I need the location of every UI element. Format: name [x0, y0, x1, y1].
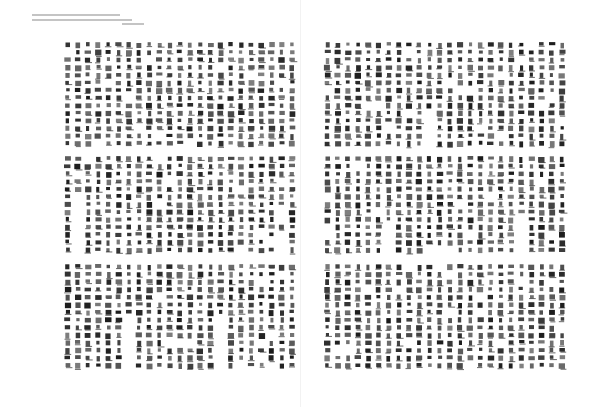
- page-right-column: [334, 43, 343, 147]
- page-right-column: [467, 265, 475, 360]
- page-right-column: [518, 264, 526, 368]
- page-right-column: [385, 156, 393, 220]
- page-left-column: [105, 156, 113, 252]
- page-right-column: [416, 156, 424, 253]
- page-left-column: [126, 265, 132, 314]
- page-right-column: [334, 157, 341, 255]
- page-right-column: [426, 265, 433, 367]
- page-left-column: [278, 265, 285, 369]
- page-left-column: [177, 156, 185, 252]
- page-right-column: [487, 157, 495, 253]
- page-right: [300, 0, 600, 407]
- page-right-column: [324, 42, 332, 146]
- page-right-column: [457, 42, 465, 147]
- page-left-column: [248, 157, 256, 252]
- page-right-column: [518, 43, 525, 147]
- page-right-column: [498, 265, 506, 370]
- page-left-column: [115, 156, 123, 254]
- page-right-column: [508, 43, 515, 147]
- page-left-column: [289, 43, 298, 147]
- page-right-column: [559, 43, 567, 146]
- page-right-column: [529, 157, 536, 253]
- page-left-column: [75, 43, 83, 148]
- page-left-column: [217, 265, 225, 314]
- page-right-column: [518, 157, 525, 213]
- page-left-column: [278, 42, 286, 144]
- page-left-column: [228, 42, 236, 145]
- page-right-column: [426, 43, 434, 109]
- page-right-column: [548, 42, 556, 148]
- page-right-column: [396, 156, 404, 252]
- page-right-column: [528, 265, 536, 369]
- page-right-column: [406, 272, 414, 369]
- page-right-column: [508, 156, 516, 252]
- page-right-column: [477, 42, 484, 144]
- page-left-column: [95, 264, 102, 367]
- page-right-column: [477, 265, 485, 368]
- page-left-column: [238, 157, 246, 245]
- page-left-column: [95, 157, 102, 251]
- page-left-column: [197, 43, 205, 148]
- page-left-column: [105, 265, 113, 369]
- page-right-column: [457, 264, 465, 370]
- page-left-column: [197, 264, 205, 370]
- page-left-column: [268, 265, 275, 362]
- page-left-column: [74, 157, 82, 192]
- page-right-column: [538, 264, 545, 366]
- page-left-column: [105, 42, 113, 146]
- page-left-column: [85, 164, 93, 253]
- page-left-column: [227, 157, 234, 253]
- page-left-column: [64, 264, 72, 368]
- page-right-column: [467, 42, 475, 145]
- page-right-column: [548, 156, 555, 251]
- page-left-column: [248, 264, 256, 366]
- page-left-column: [268, 157, 276, 252]
- page-right-column: [508, 265, 516, 369]
- page-right-column: [406, 157, 413, 255]
- page-right-column: [447, 264, 455, 369]
- page-right-column: [385, 265, 392, 368]
- page-right-column: [559, 265, 567, 370]
- page-right-column: [365, 43, 373, 147]
- page-left-column: [268, 42, 276, 147]
- page-left-column: [146, 42, 153, 146]
- page-left-column: [166, 157, 175, 251]
- page-right-column: [375, 264, 382, 368]
- page-right-column: [487, 42, 494, 145]
- page-left-column: [258, 264, 267, 368]
- page-right-column: [406, 43, 414, 149]
- page-right-column: [477, 156, 486, 253]
- page-left-column: [238, 264, 246, 360]
- page-right-column: [396, 42, 403, 146]
- page-right-column: [355, 157, 362, 253]
- page-left-column: [279, 156, 285, 230]
- page-right-column: [345, 43, 353, 147]
- page-left-column: [289, 156, 297, 254]
- page-right-column: [436, 43, 443, 147]
- page-right-column: [375, 43, 382, 146]
- page-left-column: [207, 265, 215, 370]
- page-left-column: [176, 265, 184, 370]
- page-left-column: [125, 42, 133, 146]
- page-left-column: [258, 157, 266, 254]
- page-left-column: [136, 43, 143, 145]
- page-left-column: [218, 157, 225, 252]
- page-left-column: [176, 42, 184, 144]
- page-left-column: [289, 265, 296, 368]
- page-right-column: [436, 157, 443, 245]
- page-left-column: [166, 43, 174, 146]
- page-right-column: [324, 264, 332, 368]
- page-left-column: [126, 156, 133, 254]
- page-right-column: [559, 157, 568, 252]
- page-right-column: [385, 42, 392, 144]
- page-left-column: [135, 156, 144, 252]
- page-left-column: [85, 42, 93, 147]
- page-right-column: [375, 156, 383, 253]
- page-left-column: [95, 42, 103, 139]
- page-right-column: [396, 265, 404, 369]
- page-left-column: [156, 264, 164, 366]
- page-right-column: [334, 264, 341, 368]
- page-right-column: [426, 156, 434, 244]
- page-left-column: [75, 264, 83, 370]
- page-right-column: [365, 265, 373, 369]
- page-right-column: [416, 265, 424, 368]
- page-left-column: [115, 265, 122, 369]
- page-right-column: [467, 156, 474, 252]
- page-right-column: [447, 156, 456, 246]
- page-left-column: [146, 265, 153, 369]
- page-left-column: [146, 157, 154, 254]
- page-right-column: [365, 157, 372, 253]
- page-right-column: [538, 42, 545, 146]
- page-left-column: [156, 164, 164, 252]
- page-left-column: [258, 43, 266, 146]
- page-left-column: [238, 43, 246, 148]
- page-left-column: [84, 265, 92, 368]
- page-left-column: [228, 265, 236, 369]
- page-left-column: [156, 43, 165, 145]
- page-left-column: [197, 157, 205, 252]
- page-right-column: [355, 264, 363, 367]
- page-left-column: [64, 156, 73, 252]
- page-left-column: [217, 43, 224, 148]
- page-left-column: [187, 265, 195, 370]
- page-left-column: [166, 264, 174, 368]
- page-right-column: [549, 265, 557, 368]
- page-right-column: [457, 157, 465, 253]
- page-left-column: [207, 157, 215, 253]
- page-right-column: [487, 264, 494, 368]
- page-right-column: [538, 157, 546, 252]
- page-left-column: [64, 43, 72, 146]
- page-right-column: [324, 157, 332, 254]
- page-right-column: [498, 156, 507, 251]
- page-right-column: [344, 265, 351, 370]
- page-left-column: [207, 43, 215, 146]
- page-right-column: [355, 43, 363, 146]
- page-left-column: [248, 43, 256, 147]
- page-left-column: [187, 43, 195, 138]
- page-right-column: [528, 51, 536, 147]
- page-left-column: [187, 157, 196, 252]
- page-right-column: [447, 43, 454, 148]
- page-right-column: [436, 272, 443, 368]
- page-right-column: [416, 43, 424, 146]
- page-left-column: [115, 42, 123, 145]
- page-left-column: [136, 265, 143, 368]
- page-right-column: [345, 157, 353, 254]
- page-right-column: [497, 42, 504, 146]
